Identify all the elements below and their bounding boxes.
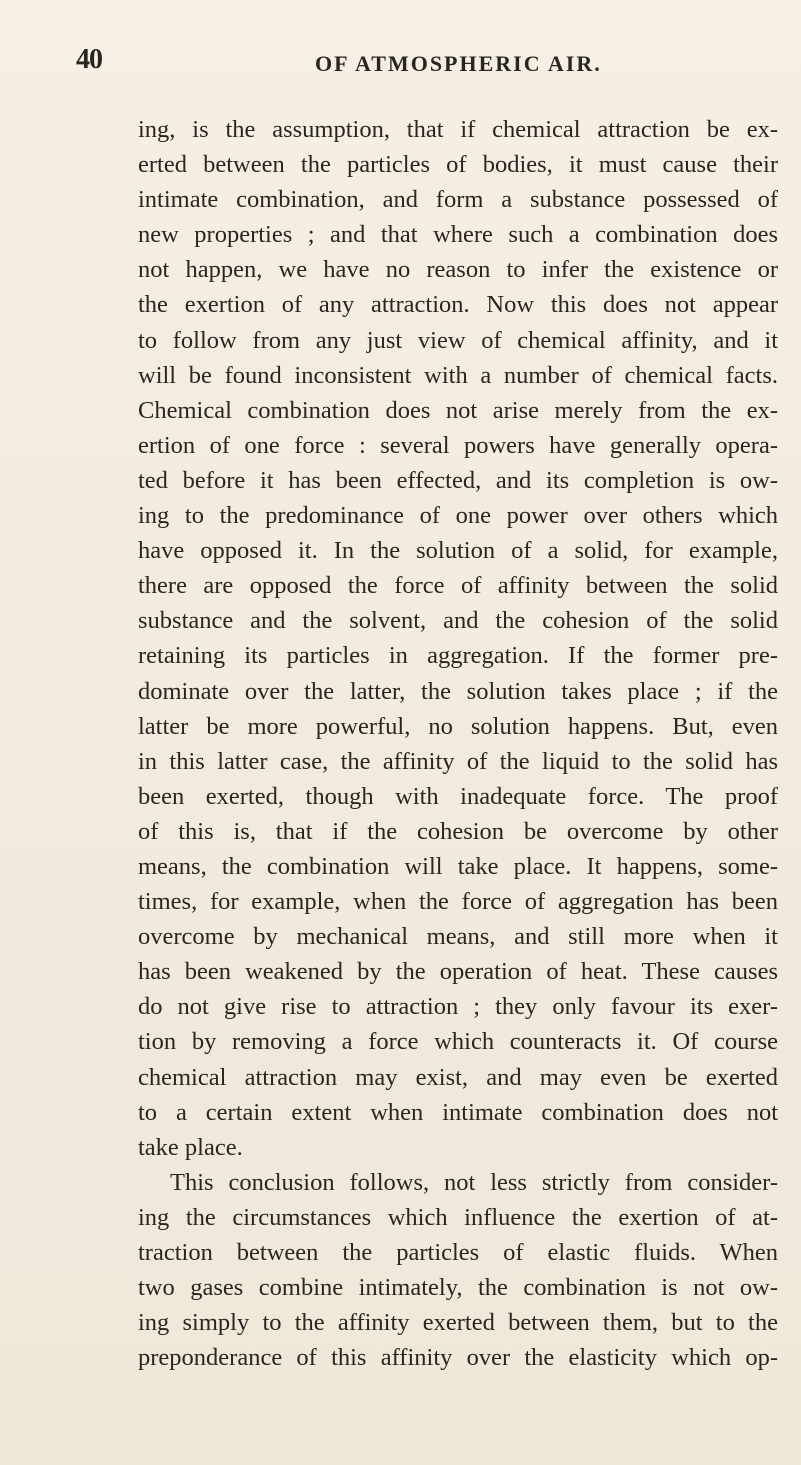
text-line: dominate over the latter, the solution takes place ; if the — [138, 677, 778, 705]
text-line: ing the circumstances which influence the exertion of at- — [138, 1203, 778, 1231]
page-number: 40 — [76, 44, 102, 75]
text-line: not happen, we have no reason to infer the existence or — [138, 256, 778, 284]
text-line: times, for example, when the force of aggregation has been — [138, 888, 778, 916]
text-line: Chemical combination does not arise merely from the ex- — [138, 396, 778, 424]
text-line: to a certain extent when intimate combination does not — [138, 1098, 778, 1126]
text-line: have opposed it. In the solution of a solid, for example, — [138, 537, 778, 565]
text-line: chemical attraction may exist, and may even be exerted — [138, 1063, 778, 1091]
text-line: preponderance of this affinity over the elasticity which op- — [138, 1344, 778, 1372]
text-line: substance and the solvent, and the cohesion of the solid — [138, 607, 778, 635]
text-line: been exerted, though with inadequate force. The proof — [138, 782, 778, 810]
body-text — [138, 112, 778, 1375]
text-line: latter be more powerful, no solution happens. But, even — [138, 712, 778, 740]
text-line: retaining its particles in aggregation. If the former pre- — [138, 642, 778, 670]
text-line: ing to the predominance of one power over others which — [138, 502, 778, 530]
text-line: the exertion of any attraction. Now this does not appear — [138, 291, 778, 319]
running-head: OF ATMOSPHERIC AIR. — [315, 51, 602, 76]
text-line: ertion of one force : several powers have generally opera- — [138, 431, 778, 459]
text-line: will be found inconsistent with a number of chemical facts. — [138, 361, 778, 389]
text-line: new properties ; and that where such a combination does — [138, 221, 778, 249]
text-line: tion by removing a force which counteracts it. Of course — [138, 1028, 778, 1056]
page-header — [0, 44, 801, 88]
paragraph-start-line: This conclusion follows, not less strictly from consider- — [170, 1168, 778, 1196]
text-line: there are opposed the force of affinity between the solid — [138, 572, 778, 600]
text-line: ted before it has been effected, and its completion is ow- — [138, 466, 778, 494]
text-line: ing, is the assumption, that if chemical attraction be ex- — [138, 116, 778, 143]
text-line: has been weakened by the operation of heat. These causes — [138, 958, 778, 986]
text-line: in this latter case, the affinity of the liquid to the solid has — [138, 747, 778, 775]
text-line: means, the combination will take place. It happens, some- — [138, 852, 778, 880]
text-line: intimate combination, and form a substance possessed of — [138, 186, 778, 214]
text-line: of this is, that if the cohesion be overcome by other — [138, 817, 778, 845]
text-line: ing simply to the affinity exerted between them, but to the — [138, 1309, 778, 1337]
text-line: overcome by mechanical means, and still more when it — [138, 923, 778, 951]
text-line: do not give rise to attraction ; they only favour its exer- — [138, 993, 778, 1021]
text-line: to follow from any just view of chemical affinity, and it — [138, 326, 778, 354]
text-line: traction between the particles of elastic fluids. When — [138, 1239, 778, 1266]
text-line: erted between the particles of bodies, it must cause their — [138, 151, 778, 179]
text-line: two gases combine intimately, the combination is not ow- — [138, 1274, 778, 1302]
paragraph-end-line: take place. — [138, 1133, 243, 1161]
